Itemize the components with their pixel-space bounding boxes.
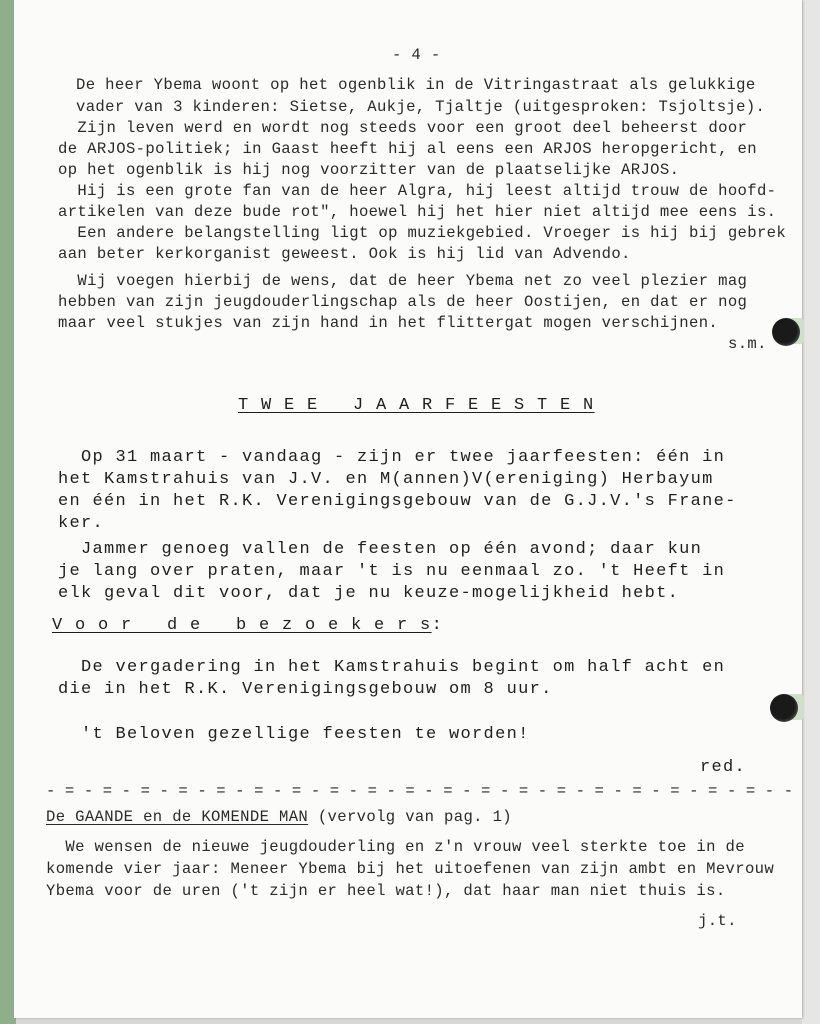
signature: j.t.	[698, 912, 737, 930]
punch-hole-top	[772, 318, 800, 346]
section-title: T W E E J A A R F E E S T E N	[238, 396, 595, 415]
text-line: Wij voegen hierbij de wens, dat de heer Ybema net zo veel plezier mag	[58, 272, 748, 290]
text-line: het Kamstrahuis van J.V. en M(annen)V(ereniging) Herbayum	[58, 470, 714, 489]
section-title-suffix: (vervolg van pag. 1)	[308, 808, 512, 826]
page-number: - 4 -	[392, 46, 441, 64]
signature: red.	[700, 758, 747, 777]
punch-hole-bottom	[770, 694, 798, 722]
text-line: vader van 3 kinderen: Sietse, Aukje, Tjaltje (uitgesproken: Tsjoltsje).	[76, 98, 766, 116]
text-line: ker.	[58, 514, 105, 533]
text-line: Op 31 maart - vandaag - zijn er twee jaarfeesten: één in	[58, 448, 726, 467]
text-line: artikelen van deze bude rot", hoewel hij het hier niet altijd mee eens is.	[58, 203, 777, 221]
text-line: en één in het R.K. Verenigingsgebouw van de G.J.V.'s Frane-	[58, 492, 737, 511]
text-line: je lang over praten, maar 't is nu eenmaal zo. 't Heeft in	[58, 562, 726, 581]
signature: s.m.	[728, 335, 767, 353]
text-line: hebben van zijn jeugdouderlingschap als de heer Oostijen, en dat er nog	[58, 293, 748, 311]
text-line: Een andere belangstelling ligt op muziekgebied. Vroeger is hij bij gebrek	[58, 224, 787, 242]
section-title: De GAANDE en de KOMENDE MAN	[46, 808, 309, 826]
text-line: elk geval dit voor, dat je nu keuze-mogelijkheid hebt.	[58, 584, 680, 603]
subheading-colon: :	[431, 616, 444, 635]
page-edge	[802, 0, 820, 1024]
text-line: Jammer genoeg vallen de feesten op één avond; daar kun	[58, 540, 703, 559]
text-line: 't Beloven gezellige feesten te worden!	[58, 725, 530, 744]
divider: - = - = - = - = - = - = - = - = - = - = - = - = - = - = - = - = - = - = - = - -	[46, 782, 794, 800]
text-line: Hij is een grote fan van de heer Algra, hij leest altijd trouw de hoofd-	[58, 182, 777, 200]
text-line: de ARJOS-politiek; in Gaast heeft hij al eens een ARJOS heropgericht, en	[58, 140, 757, 158]
text-line: De heer Ybema woont op het ogenblik in de Vitringastraat als gelukkige	[76, 76, 756, 94]
text-line: die in het R.K. Verenigingsgebouw om 8 uur.	[58, 680, 553, 699]
section-heading	[46, 808, 512, 826]
text-line: De vergadering in het Kamstrahuis begint om half acht en	[58, 658, 726, 677]
text-line: komende vier jaar: Meneer Ybema bij het uitoefenen van zijn ambt en Mevrouw	[46, 860, 775, 878]
text-line: Ybema voor de uren ('t zijn er heel wat!), dat haar man niet thuis is.	[46, 882, 726, 900]
text-line: Zijn leven werd en wordt nog steeds voor een groot deel beheerst door	[58, 119, 748, 137]
text-line: We wensen de nieuwe jeugdouderling en z'n vrouw veel sterkte toe in de	[46, 838, 745, 856]
text-line: aan beter kerkorganist geweest. Ook is hij lid van Advendo.	[58, 245, 631, 263]
subheading-text: V o o r d e b e z o e k e r s	[52, 616, 432, 635]
text-line: op het ogenblik is hij nog voorzitter van de plaatselijke ARJOS.	[58, 161, 680, 179]
text-line: maar veel stukjes van zijn hand in het flittergat mogen verschijnen.	[58, 314, 719, 332]
subheading	[52, 616, 443, 635]
